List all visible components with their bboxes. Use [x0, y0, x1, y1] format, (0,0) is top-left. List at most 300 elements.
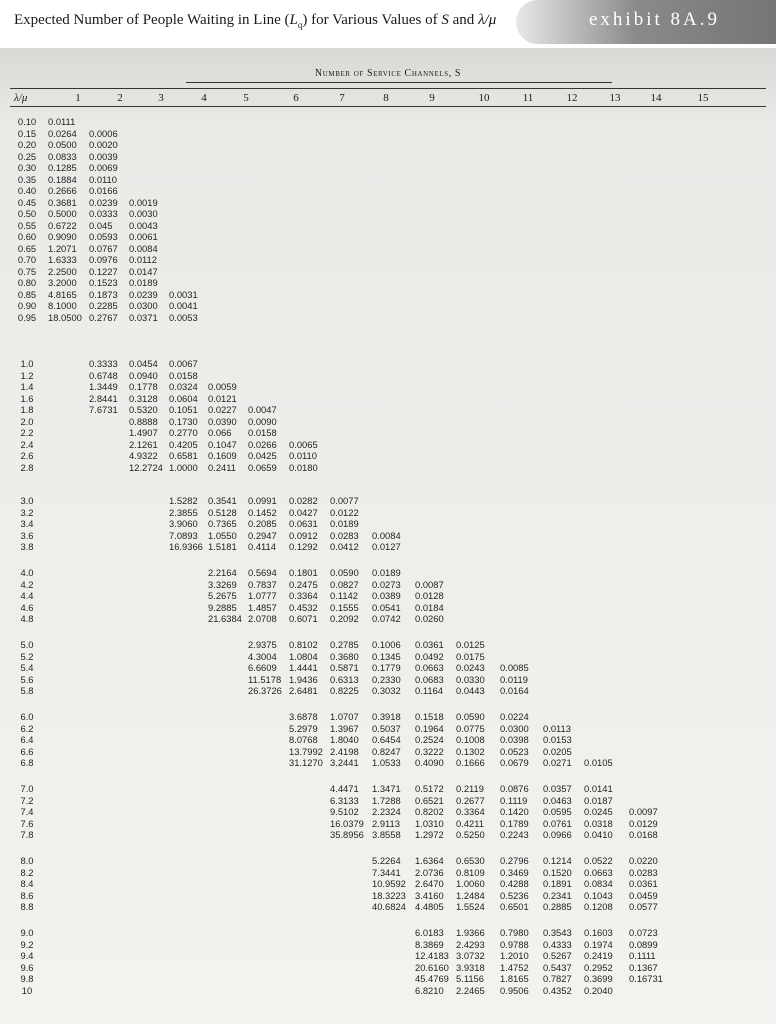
channel-header-9: 9: [429, 92, 435, 104]
table-cell: 40.6824: [372, 901, 406, 912]
table-cell: 0.0030: [129, 208, 158, 219]
table-cell: 0.1367: [629, 961, 658, 973]
table-cell: 1.8165: [500, 973, 529, 984]
table-cell: 0.6521: [415, 794, 444, 806]
row-label: 9.2: [20, 938, 34, 950]
table-cell: 1.0777: [248, 590, 277, 601]
table-cell: 0.3032: [372, 685, 401, 696]
title-s-symbol: S: [441, 12, 449, 28]
table-cell: 0.1047: [208, 438, 237, 450]
table-cell: 0.3364: [456, 806, 485, 817]
table-cell: 0.1452: [248, 506, 277, 518]
table-cell: 0.4211: [456, 817, 484, 829]
table-cell: 20.6160: [415, 961, 449, 973]
row-label: 0.35: [17, 173, 37, 185]
table-cell: 2.2465: [456, 984, 485, 996]
row-label: 0.85: [17, 288, 37, 300]
table-cell: 0.1520: [543, 866, 572, 878]
table-cell: 0.0966: [543, 829, 572, 840]
table-cell: 5.1156: [456, 973, 484, 984]
table-cell: 0.1778: [129, 381, 158, 392]
table-cell: 0.1214: [543, 855, 572, 866]
channel-header-8: 8: [383, 92, 389, 104]
table-cell: 0.0189: [330, 518, 359, 529]
table-cell: 16.0379: [330, 817, 364, 829]
channel-header-7: 7: [339, 92, 345, 104]
table-cell: 0.1008: [456, 734, 485, 745]
table-cell: 0.5172: [415, 783, 444, 794]
table-cell: 0.0105: [584, 757, 613, 768]
table-cell: 3.2000: [48, 277, 77, 288]
table-cell: 0.0333: [89, 208, 118, 219]
table-cell: 2.2500: [48, 265, 77, 277]
table-cell: 0.1884: [48, 173, 77, 185]
table-cell: 0.1119: [500, 794, 528, 806]
table-cell: 0.3543: [543, 927, 572, 938]
table-cell: 0.0180: [289, 461, 318, 473]
table-cell: 3.2441: [330, 757, 359, 768]
row-label: 1.6: [20, 392, 34, 404]
table-cell: 0.0631: [289, 518, 318, 529]
title-q-subscript: q: [297, 20, 303, 30]
table-cell: 0.0679: [500, 757, 529, 768]
table-cell: 0.0006: [89, 127, 118, 139]
row-label: 8.6: [20, 889, 34, 901]
table-cell: 0.0224: [500, 711, 529, 722]
table-cell: 0.0427: [289, 506, 318, 518]
table-cell: 5.2675: [208, 590, 237, 601]
table-cell: 0.1285: [48, 162, 77, 173]
table-cell: 0.0659: [248, 461, 277, 473]
table-cell: 0.0084: [129, 242, 158, 254]
table-cell: 26.3726: [248, 685, 282, 696]
table-cell: 0.066: [208, 427, 232, 438]
table-cell: 0.6071: [289, 613, 318, 624]
row-label: 5.8: [20, 685, 34, 696]
table-cell: 0.0147: [129, 265, 158, 277]
table-cell: 1.4752: [500, 961, 529, 973]
table-cell: 0.8225: [330, 685, 359, 696]
table-cell: 2.2324: [372, 806, 401, 817]
table-cell: 0.0122: [330, 506, 359, 518]
row-label: 3.4: [20, 518, 34, 529]
table-cell: 0.6530: [456, 855, 485, 866]
table-cell: 0.2952: [584, 961, 613, 973]
table-cell: 0.0604: [169, 392, 198, 404]
row-label: 3.8: [20, 541, 34, 552]
table-cell: 0.0189: [129, 277, 158, 288]
row-label: 5.6: [20, 673, 34, 685]
channel-header-5: 5: [243, 92, 249, 104]
header-rule-mid: [10, 88, 766, 89]
table-cell: 0.6501: [500, 901, 529, 912]
table-cell: 0.1964: [415, 722, 444, 734]
table-cell: 0.0300: [129, 300, 158, 311]
table-cell: 0.0330: [456, 673, 485, 685]
row-label: 0.55: [17, 219, 37, 231]
table-cell: 0.7365: [208, 518, 237, 529]
table-cell: 5.2979: [289, 722, 318, 734]
table-cell: 6.6609: [248, 662, 277, 673]
header-rule-top: [186, 82, 612, 83]
table-cell: 0.2085: [248, 518, 277, 529]
channel-header-3: 3: [158, 92, 164, 104]
table-cell: 0.0593: [89, 231, 118, 242]
row-label: 0.60: [17, 231, 37, 242]
table-cell: 0.0112: [129, 254, 157, 265]
channels-heading: [0, 68, 776, 79]
table-cell: 0.0187: [584, 794, 613, 806]
table-cell: 0.2796: [500, 855, 529, 866]
table-cell: 0.3222: [415, 745, 444, 757]
row-label: 3.2: [20, 506, 34, 518]
table-cell: 0.0166: [89, 185, 118, 196]
row-label: 0.65: [17, 242, 37, 254]
table-cell: 1.5181: [208, 541, 237, 552]
table-cell: 0.0020: [89, 139, 118, 150]
table-cell: 0.0324: [169, 381, 198, 392]
table-cell: 0.0039: [89, 150, 118, 162]
row-label: 4.2: [20, 578, 34, 590]
table-cell: 4.4471: [330, 783, 359, 794]
table-cell: 8.0768: [289, 734, 318, 745]
row-label: 6.4: [20, 734, 34, 745]
channel-header-6: 6: [293, 92, 299, 104]
table-cell: 1.3471: [372, 783, 401, 794]
table-cell: 0.2785: [330, 639, 359, 650]
row-label: 4.0: [20, 567, 34, 578]
exhibit-label: exhibit 8A.9: [589, 9, 720, 30]
table-cell: 0.2243: [500, 829, 529, 840]
table-cell: 0.0522: [584, 855, 613, 866]
table-cell: 2.4293: [456, 938, 485, 950]
row-label: 0.45: [17, 196, 37, 208]
row-label: 3.6: [20, 529, 34, 541]
table-cell: 8.1000: [48, 300, 77, 311]
table-cell: 0.0361: [415, 639, 444, 650]
channel-header-12: 12: [566, 92, 578, 104]
row-label: 3.0: [20, 495, 34, 506]
table-cell: 0.8202: [415, 806, 444, 817]
row-label: 0.20: [17, 139, 37, 150]
table-cell: 0.0899: [629, 938, 658, 950]
table-cell: 1.3449: [89, 381, 118, 392]
table-cell: 18.0500: [48, 311, 82, 323]
table-cell: 0.0019: [129, 196, 158, 208]
table-cell: 0.4114: [248, 541, 276, 552]
channel-header-10: 10: [478, 92, 490, 104]
table-cell: 0.5267: [543, 950, 572, 961]
row-label: 8.0: [20, 855, 34, 866]
row-label: 6.2: [20, 722, 34, 734]
row-label: 0.15: [17, 127, 37, 139]
table-cell: 10.9592: [372, 878, 406, 889]
table-cell: 0.3333: [89, 358, 118, 369]
table-cell: 0.2092: [330, 613, 359, 624]
table-cell: 0.2040: [584, 984, 613, 996]
table-cell: 0.3469: [500, 866, 529, 878]
table-cell: 0.0227: [208, 404, 237, 415]
table-cell: 7.3441: [372, 866, 401, 878]
lambda-mu-header: λ/μ: [14, 92, 28, 104]
table-cell: 0.1164: [415, 685, 443, 696]
table-cell: 0.1043: [584, 889, 613, 901]
table-cell: 0.0053: [169, 311, 198, 323]
table-cell: 1.6333: [48, 254, 77, 265]
table-cell: 0.0113: [543, 722, 571, 734]
table-cell: 0.0243: [456, 662, 485, 673]
table-cell: 0.1523: [89, 277, 118, 288]
table-cell: 0.1111: [629, 950, 656, 961]
row-label: 0.30: [17, 162, 37, 173]
table-cell: 0.1142: [330, 590, 358, 601]
table-cell: 0.5437: [543, 961, 572, 973]
table-cell: 0.0443: [456, 685, 485, 696]
table-cell: 3.6878: [289, 711, 318, 722]
title-prefix: Expected Number of People Waiting in Line (: [14, 12, 290, 28]
table-cell: 0.0577: [629, 901, 658, 912]
table-cell: 0.0767: [89, 242, 118, 254]
table-cell: 0.0158: [169, 369, 198, 381]
table-cell: 0.0239: [89, 196, 118, 208]
table-cell: 0.0357: [543, 783, 572, 794]
table-cell: 0.0876: [500, 783, 529, 794]
table-cell: 0.0827: [330, 578, 359, 590]
table-cell: 0.5236: [500, 889, 529, 901]
table-cell: 0.5250: [456, 829, 485, 840]
table-cell: 6.8210: [415, 984, 444, 996]
table-cell: 0.3128: [129, 392, 158, 404]
table-cell: 0.2666: [48, 185, 77, 196]
row-label: 9.4: [20, 950, 34, 961]
row-label: 0.25: [17, 150, 37, 162]
row-label: 5.0: [20, 639, 34, 650]
table-cell: 0.0459: [629, 889, 658, 901]
table-cell: 0.6581: [169, 450, 198, 461]
table-cell: 1.4857: [248, 601, 277, 613]
row-label: 0.95: [17, 311, 37, 323]
table-cell: 0.0283: [330, 529, 359, 541]
table-cell: 0.0128: [415, 590, 444, 601]
row-label: 2.2: [20, 427, 34, 438]
table-cell: 0.1666: [456, 757, 485, 768]
table-cell: 0.0129: [629, 817, 658, 829]
row-label: 6.8: [20, 757, 34, 768]
table-cell: 0.1801: [289, 567, 318, 578]
table-cell: 0.9788: [500, 938, 529, 950]
table-cell: 2.6481: [289, 685, 318, 696]
table-cell: 0.0834: [584, 878, 613, 889]
table-cell: 0.0158: [248, 427, 277, 438]
table-cell: 0.6454: [372, 734, 401, 745]
table-cell: 18.3223: [372, 889, 406, 901]
table-cell: 0.0463: [543, 794, 572, 806]
table-cell: 0.0047: [248, 404, 277, 415]
table-cell: 2.0708: [248, 613, 277, 624]
table-cell: 0.0121: [208, 392, 237, 404]
table-cell: 0.4352: [543, 984, 572, 996]
table-cell: 0.1518: [415, 711, 444, 722]
table-cell: 2.9113: [372, 817, 400, 829]
table-cell: 0.3699: [584, 973, 613, 984]
table-cell: 0.2947: [248, 529, 277, 541]
table-cell: 0.0266: [248, 438, 277, 450]
table-cell: 4.9322: [129, 450, 158, 461]
table-cell: 0.1302: [456, 745, 485, 757]
table-cell: 0.0184: [415, 601, 444, 613]
table-cell: 0.0590: [330, 567, 359, 578]
table-cell: 0.0541: [372, 601, 401, 613]
table-cell: 1.4907: [129, 427, 158, 438]
table-cell: 0.1345: [372, 650, 401, 662]
table-cell: 0.0245: [584, 806, 613, 817]
table-cell: 0.5037: [372, 722, 401, 734]
table-cell: 0.0061: [129, 231, 158, 242]
table-cell: 35.8956: [330, 829, 364, 840]
table-cell: 0.0084: [372, 529, 401, 541]
table-cell: 1.2484: [456, 889, 485, 901]
row-label: 10: [21, 984, 33, 996]
channel-header-15: 15: [697, 92, 709, 104]
table-cell: 0.7827: [543, 973, 572, 984]
table-cell: 9.5102: [330, 806, 359, 817]
row-label: 1.4: [20, 381, 34, 392]
table-cell: 0.0523: [500, 745, 529, 757]
table-cell: 0.3364: [289, 590, 318, 601]
table-cell: 1.0533: [372, 757, 401, 768]
table-cell: 0.4205: [169, 438, 198, 450]
table-cell: 1.2010: [500, 950, 529, 961]
table-cell: 0.0125: [456, 639, 485, 650]
row-label: 2.8: [20, 461, 34, 473]
row-label: 0.50: [17, 208, 37, 219]
table-cell: 0.3680: [330, 650, 359, 662]
table-cell: 1.0550: [208, 529, 237, 541]
table-cell: 0.8102: [289, 639, 318, 650]
table-cell: 0.5320: [129, 404, 158, 415]
table-cell: 0.8247: [372, 745, 401, 757]
table-cell: 0.045: [89, 219, 113, 231]
row-label: 5.2: [20, 650, 34, 662]
table-cell: 5.2264: [372, 855, 401, 866]
row-label: 9.0: [20, 927, 34, 938]
table-cell: 0.4532: [289, 601, 318, 613]
row-label: 0.40: [17, 185, 37, 196]
table-cell: 0.0110: [289, 450, 317, 461]
table-cell: 0.1789: [500, 817, 529, 829]
table-cell: 0.0085: [500, 662, 529, 673]
table-cell: 0.0361: [629, 878, 658, 889]
table-cell: 0.8888: [129, 415, 158, 427]
table-cell: 0.0318: [584, 817, 613, 829]
title-ratio-symbol: λ/μ: [478, 12, 497, 28]
row-label: 9.6: [20, 961, 34, 973]
table-cell: 1.0000: [169, 461, 198, 473]
table-cell: 1.6364: [415, 855, 444, 866]
table-cell: 0.1891: [543, 878, 572, 889]
table-cell: 0.0683: [415, 673, 444, 685]
table-cell: 45.4769: [415, 973, 449, 984]
row-label: 7.6: [20, 817, 34, 829]
table-cell: 4.4805: [415, 901, 444, 912]
table-cell: 0.2770: [169, 427, 198, 438]
table-cell: 0.0389: [372, 590, 401, 601]
table-cell: 0.2475: [289, 578, 318, 590]
table-cell: 0.0264: [48, 127, 77, 139]
table-cell: 0.2411: [208, 461, 236, 473]
row-label: 7.8: [20, 829, 34, 840]
table-cell: 0.8109: [456, 866, 485, 878]
row-label: 2.0: [20, 415, 34, 427]
row-label: 0.75: [17, 265, 37, 277]
table-cell: 0.1051: [169, 404, 198, 415]
table-cell: 1.0804: [289, 650, 318, 662]
row-label: 5.4: [20, 662, 34, 673]
table-cell: 0.0127: [372, 541, 401, 552]
table-cell: 3.8558: [372, 829, 401, 840]
table-cell: 0.0412: [330, 541, 359, 552]
table-cell: 0.0119: [500, 673, 528, 685]
table-cell: 0.0742: [372, 613, 401, 624]
row-label: 1.0: [20, 358, 34, 369]
title-middle: ) for Various Values of: [302, 12, 442, 28]
table-cell: 0.0912: [289, 529, 318, 541]
table-cell: 0.2419: [584, 950, 613, 961]
row-label: 7.4: [20, 806, 34, 817]
row-label: 4.6: [20, 601, 34, 613]
table-cell: 0.0168: [629, 829, 658, 840]
header-rule-bottom: [10, 106, 766, 107]
table-cell: 2.8441: [89, 392, 118, 404]
table-cell: 0.1603: [584, 927, 613, 938]
table-cell: 3.3269: [208, 578, 237, 590]
table-cell: 21.6384: [208, 613, 242, 624]
channel-header-1: 1: [75, 92, 81, 104]
table-cell: 2.0736: [415, 866, 444, 878]
table-cell: 0.0205: [543, 745, 572, 757]
table-cell: 0.4090: [415, 757, 444, 768]
table-cell: 0.0110: [89, 173, 117, 185]
table-cell: 12.4183: [415, 950, 449, 961]
table-cell: 2.2164: [208, 567, 237, 578]
table-cell: 0.1609: [208, 450, 237, 461]
table-cell: 0.0271: [543, 757, 572, 768]
table-cell: 0.6313: [330, 673, 359, 685]
table-cell: 0.1227: [89, 265, 118, 277]
table-cell: 0.0043: [129, 219, 158, 231]
table-cell: 0.5000: [48, 208, 77, 219]
table-cell: 0.9090: [48, 231, 77, 242]
table-cell: 0.0595: [543, 806, 572, 817]
title-l-symbol: L: [289, 12, 298, 28]
title-and: and: [448, 12, 479, 28]
table-cell: 1.4441: [289, 662, 318, 673]
channel-header-11: 11: [522, 92, 534, 104]
channel-header-4: 4: [201, 92, 207, 104]
table-cell: 0.2885: [543, 901, 572, 912]
table-cell: 2.4198: [330, 745, 359, 757]
table-cell: 0.0090: [248, 415, 277, 427]
table-cell: 7.6731: [89, 404, 118, 415]
row-label: 6.6: [20, 745, 34, 757]
table-cell: 0.4288: [500, 878, 529, 889]
table-cell: 1.2071: [48, 242, 77, 254]
table-cell: 0.2341: [543, 889, 572, 901]
table-cell: 3.9318: [456, 961, 485, 973]
table-cell: 1.0707: [330, 711, 359, 722]
table-cell: 0.5871: [330, 662, 359, 673]
table-cell: 1.5282: [169, 495, 198, 506]
